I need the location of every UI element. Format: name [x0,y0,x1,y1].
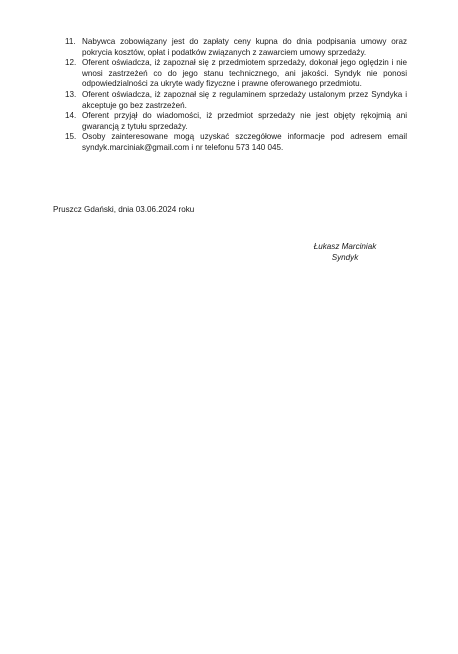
clause-number: 13. [65,89,77,99]
clause-number: 15. [65,132,77,142]
clause-number: 12. [65,58,77,68]
signatory-role: Syndyk [331,253,359,262]
clause-text: Nabywca zobowiązany jest do zapłaty ceny kupna do dnia podpisania umowy oraz pokrycia kosztów, opłat i podatków związanych z zawarciem umowy sprzedaży. [82,37,407,57]
signatory-name: Łukasz Marciniak [313,242,377,251]
clause-list [65,37,407,154]
clause-text: Oferent oświadcza, iż zapoznał się z regulaminem sprzedaży ustalonym przez Syndyka i akceptuje go bez zastrzeżeń. [82,89,407,110]
clause-item [65,58,407,90]
clause-text: Oferent przyjął do wiadomości, iż przedmiot sprzedaży nie jest objęty rękojmią ani gwarancją z tytułu sprzedaży. [82,111,407,131]
clause-number: 11. [65,37,76,46]
place-and-date: Pruszcz Gdański, dnia 03.06.2024 roku [53,205,195,214]
clause-text: Osoby zainteresowane mogą uzyskać szczegółowe informacje pod adresem email syndyk.marciniak@gmail.com i nr telefonu 573 140 045. [82,132,407,152]
clause-item [65,90,407,111]
clause-number: 14. [65,111,77,121]
signature-block [290,241,400,263]
clause-item [65,37,407,58]
clause-text: Oferent oświadcza, iż zapoznał się z przedmiotem sprzedaży, dokonał jego oględzin i nie wnosi zastrzeżeń co do jego stanu technicznego, ani jakości. Syndyk nie ponosi odpowiedzialności za ukryte wady fizyczne i prawne oferowanego przedmiotu. [82,58,407,89]
clause-item [65,111,407,132]
clause-item [65,132,407,153]
